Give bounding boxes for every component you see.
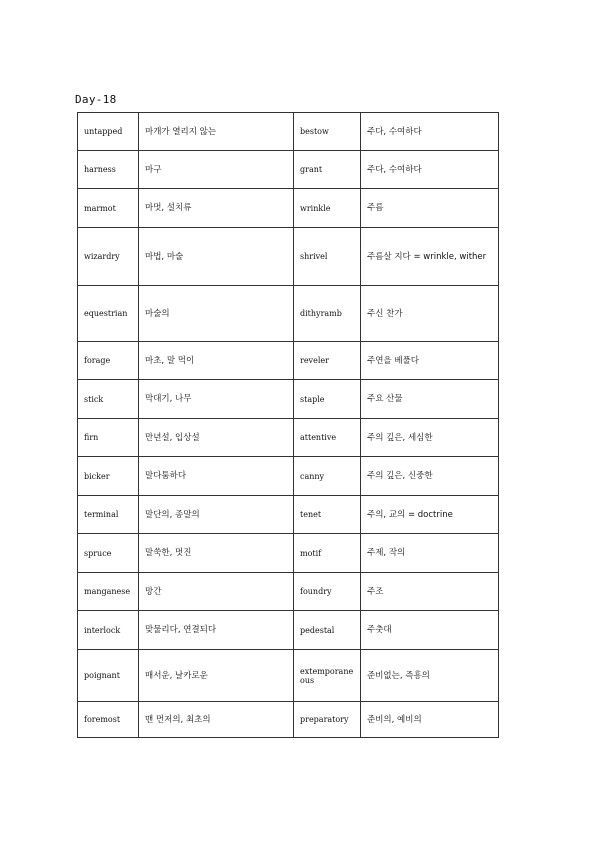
- table-row: [78, 113, 499, 151]
- english-word: staple: [294, 380, 361, 419]
- korean-meaning: 매서운, 날카로운: [139, 650, 294, 702]
- korean-meaning: 마법, 마술: [139, 228, 294, 286]
- table-row: [78, 286, 499, 342]
- korean-meaning: 맨 먼저의, 최초의: [139, 702, 294, 738]
- korean-meaning: 주의, 교의 = doctrine: [361, 496, 499, 534]
- english-word: reveler: [294, 342, 361, 380]
- vocabulary-table: [77, 112, 499, 738]
- korean-meaning: 말단의, 종말의: [139, 496, 294, 534]
- korean-meaning: 주다, 수여하다: [361, 151, 499, 189]
- english-word: canny: [294, 457, 361, 496]
- table-row: [78, 419, 499, 457]
- korean-meaning: 주조: [361, 573, 499, 611]
- english-word: harness: [78, 151, 139, 189]
- english-word: wizardry: [78, 228, 139, 286]
- korean-meaning: 주춧대: [361, 611, 499, 650]
- english-word: motif: [294, 534, 361, 573]
- korean-meaning: 말다툼하다: [139, 457, 294, 496]
- english-word: untapped: [78, 113, 139, 151]
- english-word: bicker: [78, 457, 139, 496]
- korean-meaning: 준비의, 예비의: [361, 702, 499, 738]
- korean-meaning: 마초, 말 먹이: [139, 342, 294, 380]
- korean-meaning: 마멋, 설치류: [139, 189, 294, 228]
- korean-meaning: 주연을 베풀다: [361, 342, 499, 380]
- table-row: [78, 189, 499, 228]
- english-word: wrinkle: [294, 189, 361, 228]
- english-word: terminal: [78, 496, 139, 534]
- english-word: dithyramb: [294, 286, 361, 342]
- korean-meaning: 마구: [139, 151, 294, 189]
- table-row: [78, 496, 499, 534]
- table-row: [78, 534, 499, 573]
- korean-meaning: 주의 깊은, 세심한: [361, 419, 499, 457]
- korean-meaning: 망간: [139, 573, 294, 611]
- korean-meaning: 마술의: [139, 286, 294, 342]
- english-word: spruce: [78, 534, 139, 573]
- korean-meaning: 주름: [361, 189, 499, 228]
- english-word: foremost: [78, 702, 139, 738]
- korean-meaning: 준비없는, 즉흥의: [361, 650, 499, 702]
- english-word: extemporaneous: [294, 650, 361, 702]
- korean-meaning: 말쑥한, 멋진: [139, 534, 294, 573]
- table-row: [78, 228, 499, 286]
- table-row: [78, 380, 499, 419]
- page-title: Day-18: [75, 93, 117, 106]
- english-word: firn: [78, 419, 139, 457]
- korean-meaning: 맞물리다, 연결되다: [139, 611, 294, 650]
- table-row: [78, 702, 499, 738]
- table-row: [78, 611, 499, 650]
- english-word: attentive: [294, 419, 361, 457]
- table-row: [78, 650, 499, 702]
- table-row: [78, 573, 499, 611]
- english-word: interlock: [78, 611, 139, 650]
- english-word: manganese: [78, 573, 139, 611]
- english-word: grant: [294, 151, 361, 189]
- korean-meaning: 막대기, 나무: [139, 380, 294, 419]
- english-word: foundry: [294, 573, 361, 611]
- english-word: stick: [78, 380, 139, 419]
- english-word: tenet: [294, 496, 361, 534]
- english-word: pedestal: [294, 611, 361, 650]
- english-word: shrivel: [294, 228, 361, 286]
- table-row: [78, 342, 499, 380]
- korean-meaning: 주름살 지다 = wrinkle, wither: [361, 228, 499, 286]
- english-word: bestow: [294, 113, 361, 151]
- english-word: preparatory: [294, 702, 361, 738]
- korean-meaning: 주의 깊은, 신중한: [361, 457, 499, 496]
- table-row: [78, 457, 499, 496]
- english-word: forage: [78, 342, 139, 380]
- korean-meaning: 만년설, 입상설: [139, 419, 294, 457]
- korean-meaning: 주다, 수여하다: [361, 113, 499, 151]
- korean-meaning: 주요 산물: [361, 380, 499, 419]
- korean-meaning: 마개가 열리지 않는: [139, 113, 294, 151]
- table-row: [78, 151, 499, 189]
- english-word: equestrian: [78, 286, 139, 342]
- english-word: poignant: [78, 650, 139, 702]
- korean-meaning: 주제, 작의: [361, 534, 499, 573]
- korean-meaning: 주신 찬가: [361, 286, 499, 342]
- english-word: marmot: [78, 189, 139, 228]
